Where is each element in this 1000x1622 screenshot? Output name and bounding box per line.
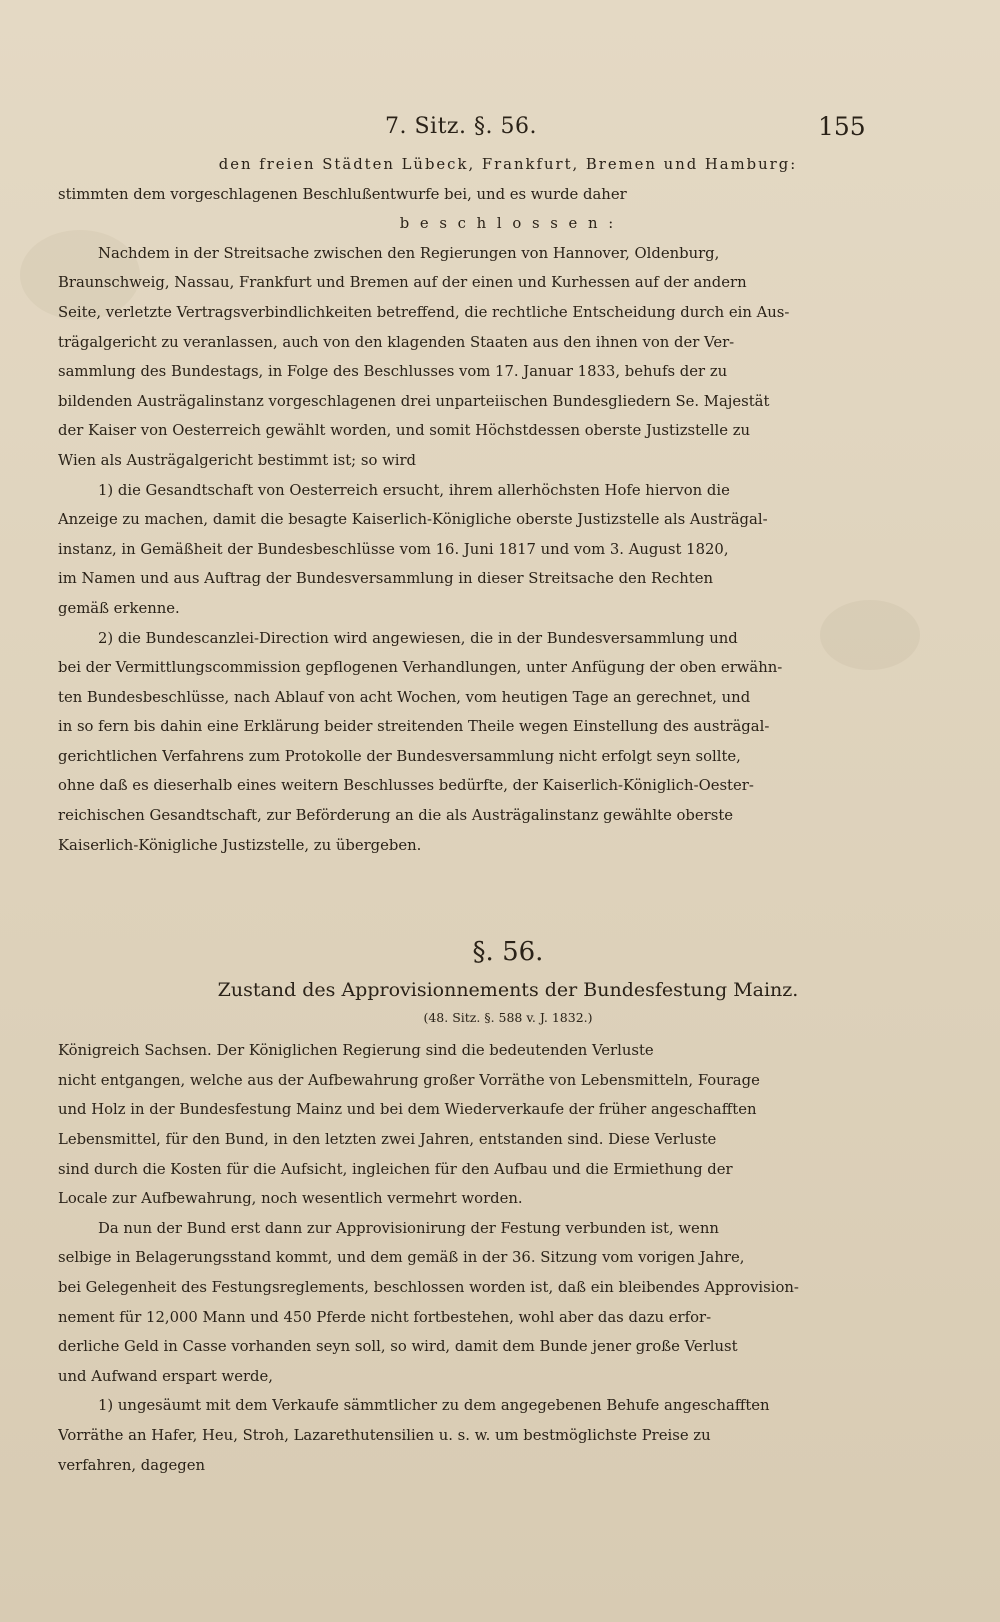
text-line: Königreich Sachsen. Der Königlichen Regierung sind die bedeutenden Verluste bbox=[58, 1042, 654, 1060]
text-line: Da nun der Bund erst dann zur Approvisionirung der Festung verbunden ist, wenn bbox=[98, 1219, 719, 1237]
approvisionnement-section bbox=[58, 1036, 958, 1480]
text-line: 1) ungesäumt mit dem Verkaufe sämmtlicher zu dem angegebenen Behufe angeschafften bbox=[98, 1397, 770, 1415]
text-line: verfahren, dagegen bbox=[58, 1456, 206, 1474]
text-line: derliche Geld in Casse vorhanden seyn soll, so wird, damit dem Bunde jener große Verlust bbox=[58, 1338, 738, 1356]
page-number: 155 bbox=[818, 112, 866, 141]
section-title: Zustand des Approvisionnements der Bundesfestung Mainz. bbox=[217, 979, 799, 1002]
text-line: bei Gelegenheit des Festungsreglements, beschlossen worden ist, daß ein bleibendes Approvision- bbox=[58, 1279, 799, 1296]
text-line: Anzeige zu machen, damit die besagte Kaiserlich-Königliche oberste Justizstelle als Austrägal- bbox=[58, 511, 768, 529]
text-line: 1) die Gesandtschaft von Oesterreich ersucht, ihrem allerhöchsten Hofe hiervon die bbox=[98, 481, 730, 499]
text-line: Locale zur Aufbewahrung, noch wesentlich vermehrt worden. bbox=[58, 1190, 523, 1208]
text-line: Seite, verletzte Vertragsverbindlichkeiten betreffend, die rechtliche Entscheidung durch ein Aus- bbox=[58, 303, 790, 321]
text-line: und Aufwand erspart werde, bbox=[58, 1367, 273, 1385]
text-line: nement für 12,000 Mann und 450 Pferde nicht fortbestehen, wohl aber das dazu erfor- bbox=[58, 1308, 712, 1326]
text-line: selbige in Belagerungsstand kommt, und dem gemäß in der 36. Sitzung vom vorigen Jahre, bbox=[58, 1249, 745, 1267]
text-line: trägalgericht zu veranlassen, auch von den klagenden Staaten aus den ihnen von der Ver- bbox=[58, 333, 735, 351]
text-line: Kaiserlich-Königliche Justizstelle, zu übergeben. bbox=[58, 836, 422, 854]
text-line: Nachdem in der Streitsache zwischen den Regierungen von Hannover, Oldenburg, bbox=[98, 244, 720, 262]
text-line: in so fern bis dahin eine Erklärung beider streitenden Theile wegen Einstellung des austrägal- bbox=[58, 718, 770, 736]
decision-heading: b e s c h l o s s e n : bbox=[399, 215, 617, 233]
section-number: §. 56. bbox=[472, 937, 544, 968]
text-line: stimmten dem vorgeschlagenen Beschlußentwurfe bei, und es wurde daher bbox=[58, 185, 627, 203]
text-line: sind durch die Kosten für die Aufsicht, ingleichen für den Aufbau und die Ermiethung der bbox=[58, 1160, 733, 1178]
text-line: der Kaiser von Oesterreich gewählt worden, und somit Höchstdessen oberste Justizstelle zu bbox=[58, 422, 751, 440]
text-line: bei der Vermittlungscommission gepflogenen Verhandlungen, unter Anfügung der oben erwähn- bbox=[58, 659, 783, 677]
text-line: Braunschweig, Nassau, Frankfurt und Bremen auf der einen und Kurhessen auf der andern bbox=[58, 274, 747, 292]
text-line: und Holz in der Bundesfestung Mainz und bei dem Wiederverkaufe der früher angeschafften bbox=[58, 1101, 757, 1119]
text-line: instanz, in Gemäßheit der Bundesbeschlüsse vom 16. Juni 1817 und vom 3. August 1820, bbox=[58, 540, 729, 558]
text-line: Wien als Austrägalgericht bestimmt ist; so wird bbox=[58, 451, 417, 469]
text-line: reichischen Gesandtschaft, zur Beförderung an die als Austrägalinstanz gewählte oberste bbox=[58, 807, 734, 825]
text-line: bildenden Austrägalinstanz vorgeschlagenen drei unparteiischen Bundesgliedern Se. Majestät bbox=[58, 392, 770, 410]
text-line: gemäß erkenne. bbox=[58, 599, 180, 617]
text-line: 2) die Bundescanzlei-Direction wird angewiesen, die in der Bundesversammlung und bbox=[98, 629, 738, 647]
text-line: ohne daß es dieserhalb eines weitern Beschlusses bedürfte, der Kaiserlich-Königlich-Oester- bbox=[58, 777, 754, 795]
page-body bbox=[58, 150, 958, 1480]
page-header bbox=[0, 108, 1000, 148]
text-line: gerichtlichen Verfahrens zum Protokolle der Bundesversammlung nicht erfolgt seyn sollte, bbox=[58, 747, 741, 765]
text-line: ten Bundesbeschlüsse, nach Ablauf von acht Wochen, vom heutigen Tage an gerechnet, und bbox=[58, 688, 751, 706]
text-line: im Namen und aus Auftrag der Bundesversammlung in dieser Streitsache den Rechten bbox=[58, 570, 713, 588]
text-line: nicht entgangen, welche aus der Aufbewahrung großer Vorräthe von Lebensmitteln, Fourage bbox=[58, 1071, 760, 1089]
section-reference: (48. Sitz. §. 588 v. J. 1832.) bbox=[423, 1010, 593, 1026]
resolution-section bbox=[58, 150, 958, 860]
text-line: Lebensmittel, für den Bund, in den letzten zwei Jahren, entstanden sind. Diese Verluste bbox=[58, 1131, 717, 1149]
text-line: den freien Städten Lübeck, Frankfurt, Bremen und Hamburg: bbox=[218, 156, 798, 173]
text-line: sammlung des Bundestags, in Folge des Beschlusses vom 17. Januar 1833, behufs der zu bbox=[58, 363, 728, 381]
running-head: 7. Sitz. §. 56. bbox=[385, 114, 537, 139]
text-line: Vorräthe an Hafer, Heu, Stroh, Lazarethutensilien u. s. w. um bestmöglichste Preise zu bbox=[58, 1426, 711, 1444]
